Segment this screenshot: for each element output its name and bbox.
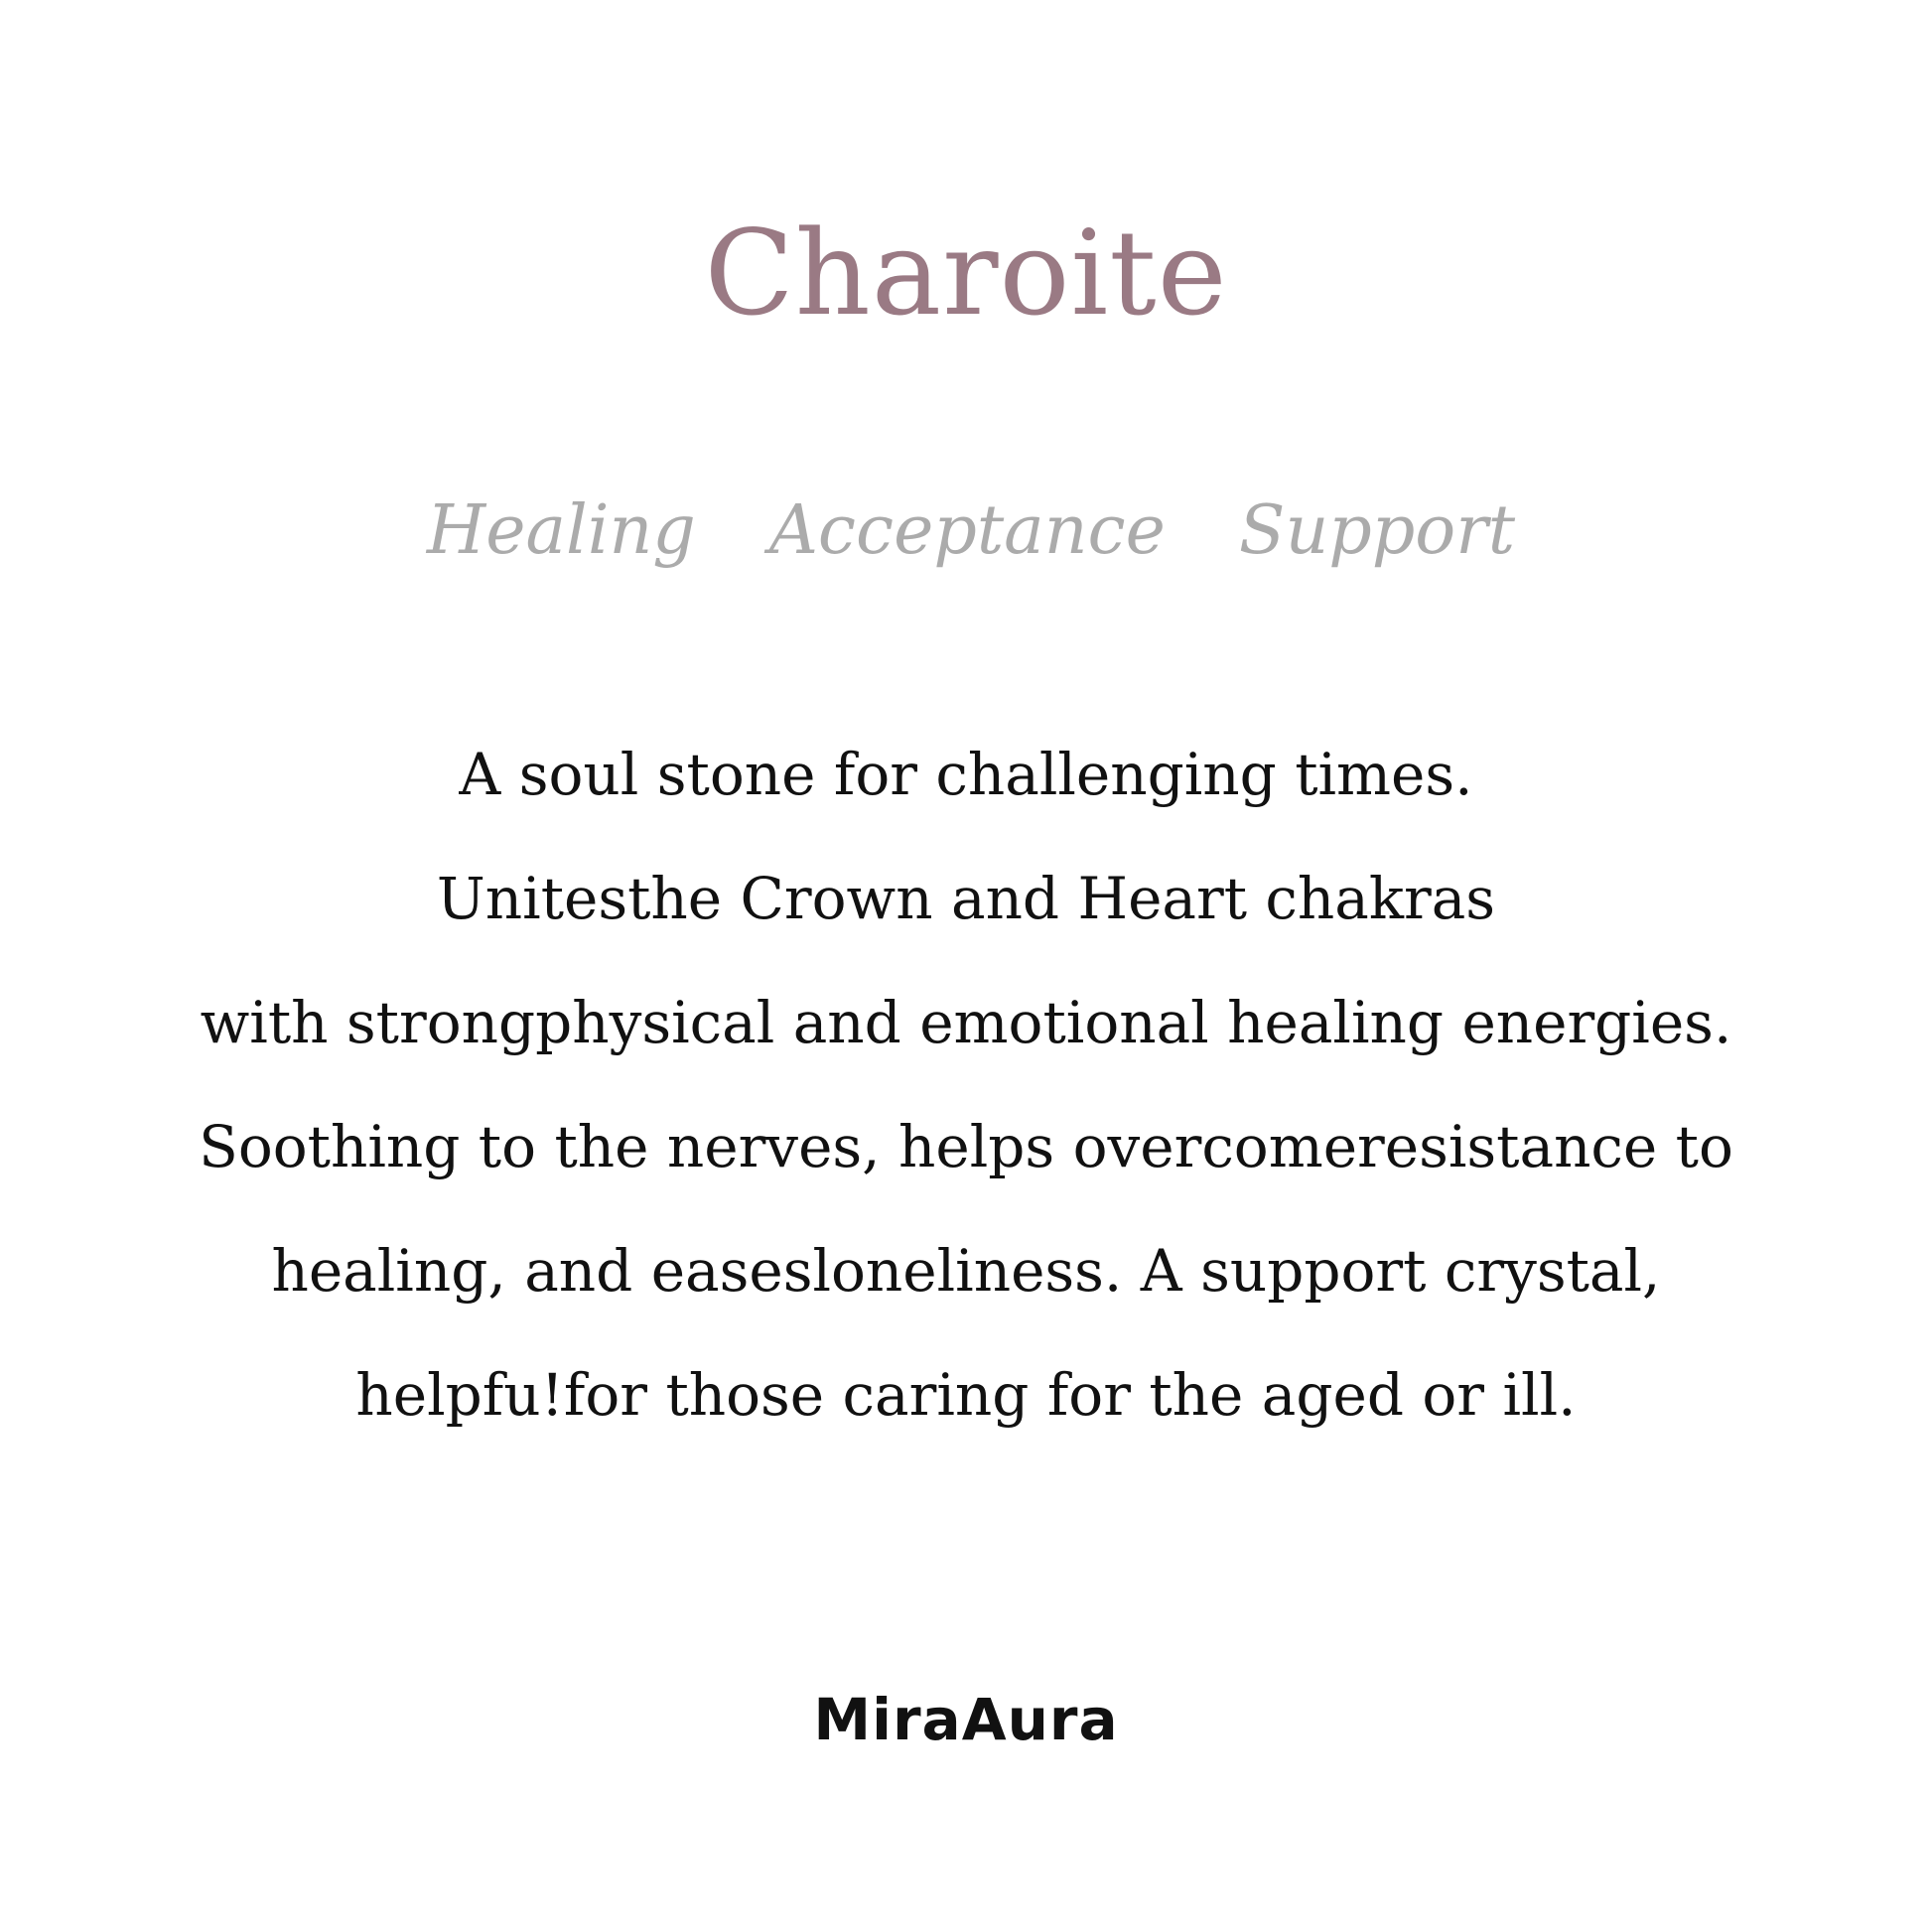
- keyword-row: [0, 486, 1932, 576]
- keyword-support: Support: [1238, 491, 1516, 570]
- keyword-acceptance: Acceptance: [768, 491, 1166, 570]
- description-line: healing, and easesloneliness. A support crystal,: [271, 1237, 1661, 1305]
- stone-title: Charoite: [704, 205, 1228, 342]
- description-line: helpfu!for those caring for the aged or ill.: [355, 1361, 1577, 1429]
- description: [79, 713, 1853, 1457]
- keyword-healing: Healing: [426, 491, 696, 570]
- description-line: Soothing to the nerves, helps overcomeresistance to: [199, 1113, 1733, 1180]
- description-line: Unitesthe Crown and Heart chakras: [436, 865, 1496, 932]
- brand-logo: MiraAura: [813, 1686, 1119, 1753]
- description-line: A soul stone for challenging times.: [459, 741, 1473, 808]
- description-line: with strongphysical and emotional healing energies.: [200, 989, 1732, 1056]
